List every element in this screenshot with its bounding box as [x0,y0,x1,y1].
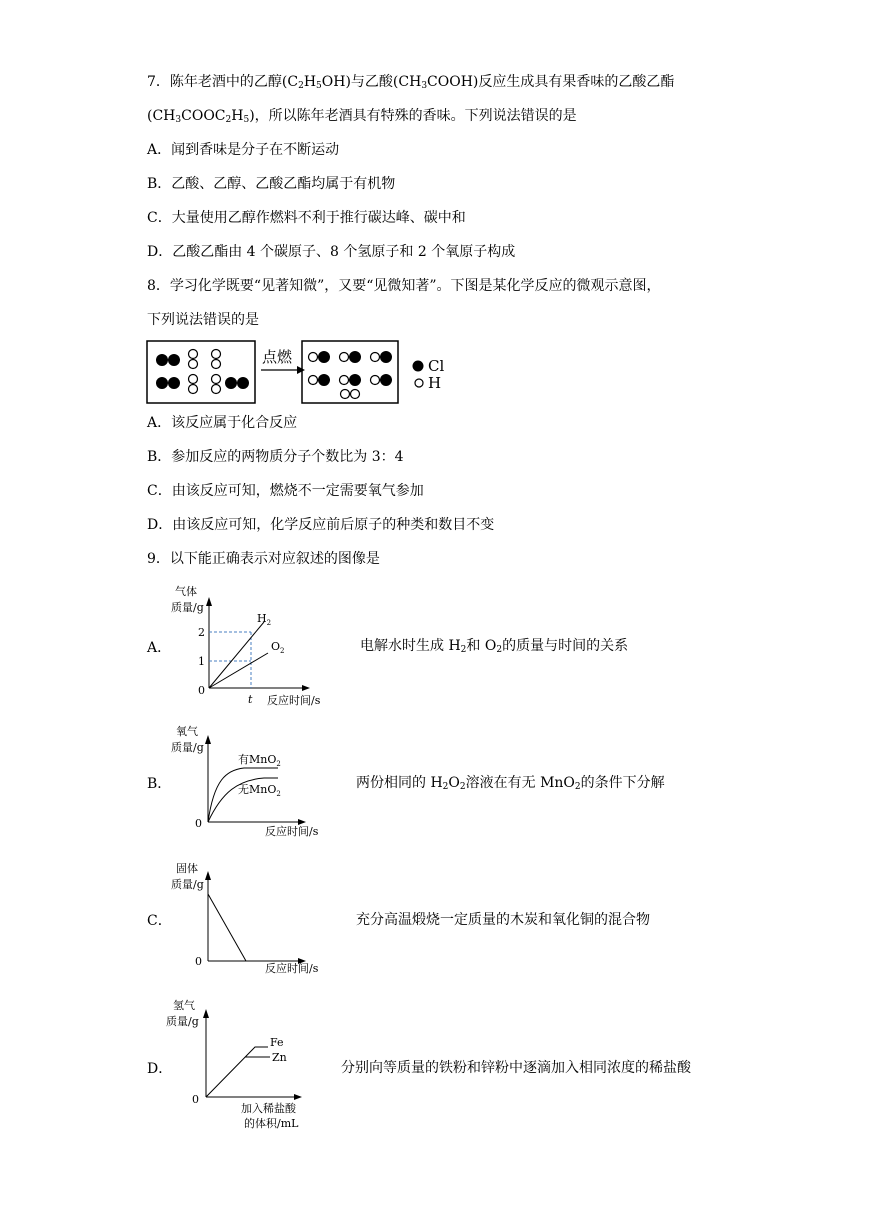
xlabel-line2: 的体积/mL [244,1117,299,1130]
h2-molecule [189,375,198,394]
h2-molecule-leftover [341,390,360,399]
q9-b-description: 两份相同的 $H_2O_2$溶液在有无 MnO$_2$的条件下分解 [356,775,665,792]
hcl-molecule [340,351,362,363]
series-o2-label: $O_2$ [271,640,285,655]
series-o2-line [209,653,268,688]
q8-stem-line1: 8．学习化学既要“见著知微”，又要“见微知著”。下图是某化学反应的微观示意图， [147,278,661,294]
legend-cl-icon [413,361,424,372]
xlabel-line1: 加入稀盐酸 [241,1102,296,1115]
series-with-mno2-label: 有MnO$_2$ [238,753,281,768]
hcl-molecule [309,351,331,363]
ylabel-line2: 质量/g [166,1015,199,1028]
tick-t: t [248,693,253,706]
ylabel-line1: 气体 [175,585,197,598]
origin-label: 0 [195,817,202,830]
ylabel-line2: 质量/g [171,741,204,754]
q9-d-description: 分别向等质量的铁粉和锌粉中逐滴加入相同浓度的稀盐酸 [341,1060,691,1076]
xlabel: 反应时间/s [265,825,319,838]
tick-1: 1 [198,655,205,668]
xlabel: 反应时间/s [267,694,321,707]
legend-h-icon [415,379,423,387]
x-axis-arrow-icon [294,1094,302,1100]
arrow-label: 点燃 [262,348,293,366]
q8-option-d: D．由该反应可知，化学反应前后原子的种类和数目不变 [147,517,495,533]
q7-stem-line2: $(CH_3COOC_2H_5)$，所以陈年老酒具有特殊的香味。下列说法错误的是 [147,108,577,125]
ylabel-line2: 质量/g [171,878,204,891]
series-fe-label: Fe [270,1036,284,1049]
q9-a-letter: A． [147,640,172,656]
hcl-molecule [309,374,331,386]
ylabel-line1: 氧气 [176,725,198,738]
q9-stem: 9．以下能正确表示对应叙述的图像是 [147,551,380,567]
y-axis-arrow-icon [206,597,212,606]
hcl-molecule [371,374,393,386]
ylabel-line1: 氢气 [173,999,195,1012]
cl2-molecule [225,377,249,389]
ylabel-line1: 固体 [176,862,198,875]
series-h2-label: $H_2$ [257,612,272,627]
q9-c-description: 充分高温煅烧一定质量的木炭和氧化铜的混合物 [356,912,650,928]
reactant-box [147,341,255,403]
series-fe-line [206,1047,268,1097]
q9-c-graph [168,858,348,978]
hcl-molecule [340,374,362,386]
q7-option-b: B．乙酸、乙醇、乙酸乙酯均属于有机物 [147,176,396,192]
q9-b-graph [168,722,348,842]
q9-a-graph [168,580,348,710]
series-without-mno2-label: 无MnO$_2$ [238,783,281,798]
q8-option-b: B．参加反应的两物质分子个数比为 3：4 [147,449,404,465]
q7-stem-line1: 7．陈年老酒中的乙醇$(C_2H_5OH)$与乙酸$(CH_3COOH)$反应生成具有果香味的乙酸乙酯 [147,74,675,91]
xlabel: 反应时间/s [265,962,319,975]
q9-a-description: 电解水时生成 $H_2$和 $O_2$的质量与时间的关系 [360,638,629,655]
legend-h-label: H [428,374,442,392]
q9-c-letter: C． [147,913,172,929]
q8-reaction-diagram [145,338,465,410]
origin-label: 0 [192,1093,199,1106]
origin-label: 0 [195,955,202,968]
q7-option-c: C．大量使用乙醇作燃料不利于推行碳达峰、碳中和 [147,210,466,226]
y-axis-arrow-icon [203,1009,209,1018]
cl2-molecule [156,377,180,389]
h2-molecule [212,375,221,394]
q8-option-a: A．该反应属于化合反应 [147,415,298,431]
hcl-molecule [371,351,393,363]
h2-molecule [189,350,198,369]
q8-option-c: C．由该反应可知，燃烧不一定需要氧气参加 [147,483,424,499]
tick-2: 2 [198,626,205,639]
ylabel-line2: 质量/g [171,601,204,614]
series-solid-mass-line [208,894,246,961]
origin-label: 0 [198,684,205,697]
y-axis-arrow-icon [205,871,211,880]
q8-stem-line2: 下列说法错误的是 [147,312,259,328]
x-axis-arrow-icon [302,685,310,691]
y-axis-arrow-icon [205,735,211,744]
q9-d-letter: D． [147,1061,173,1077]
q9-d-graph [160,994,340,1134]
arrow-head-icon [297,366,305,374]
legend-cl-label: Cl [428,357,445,375]
series-zn-label: Zn [272,1051,287,1064]
q7-option-a: A．闻到香味是分子在不断运动 [147,142,340,158]
h2-molecule [212,350,221,369]
q7-option-d: D．乙酸乙酯由 4 个碳原子、8 个氢原子和 2 个氧原子构成 [147,244,516,260]
cl2-molecule [156,354,180,366]
q9-b-letter: B． [147,776,172,792]
